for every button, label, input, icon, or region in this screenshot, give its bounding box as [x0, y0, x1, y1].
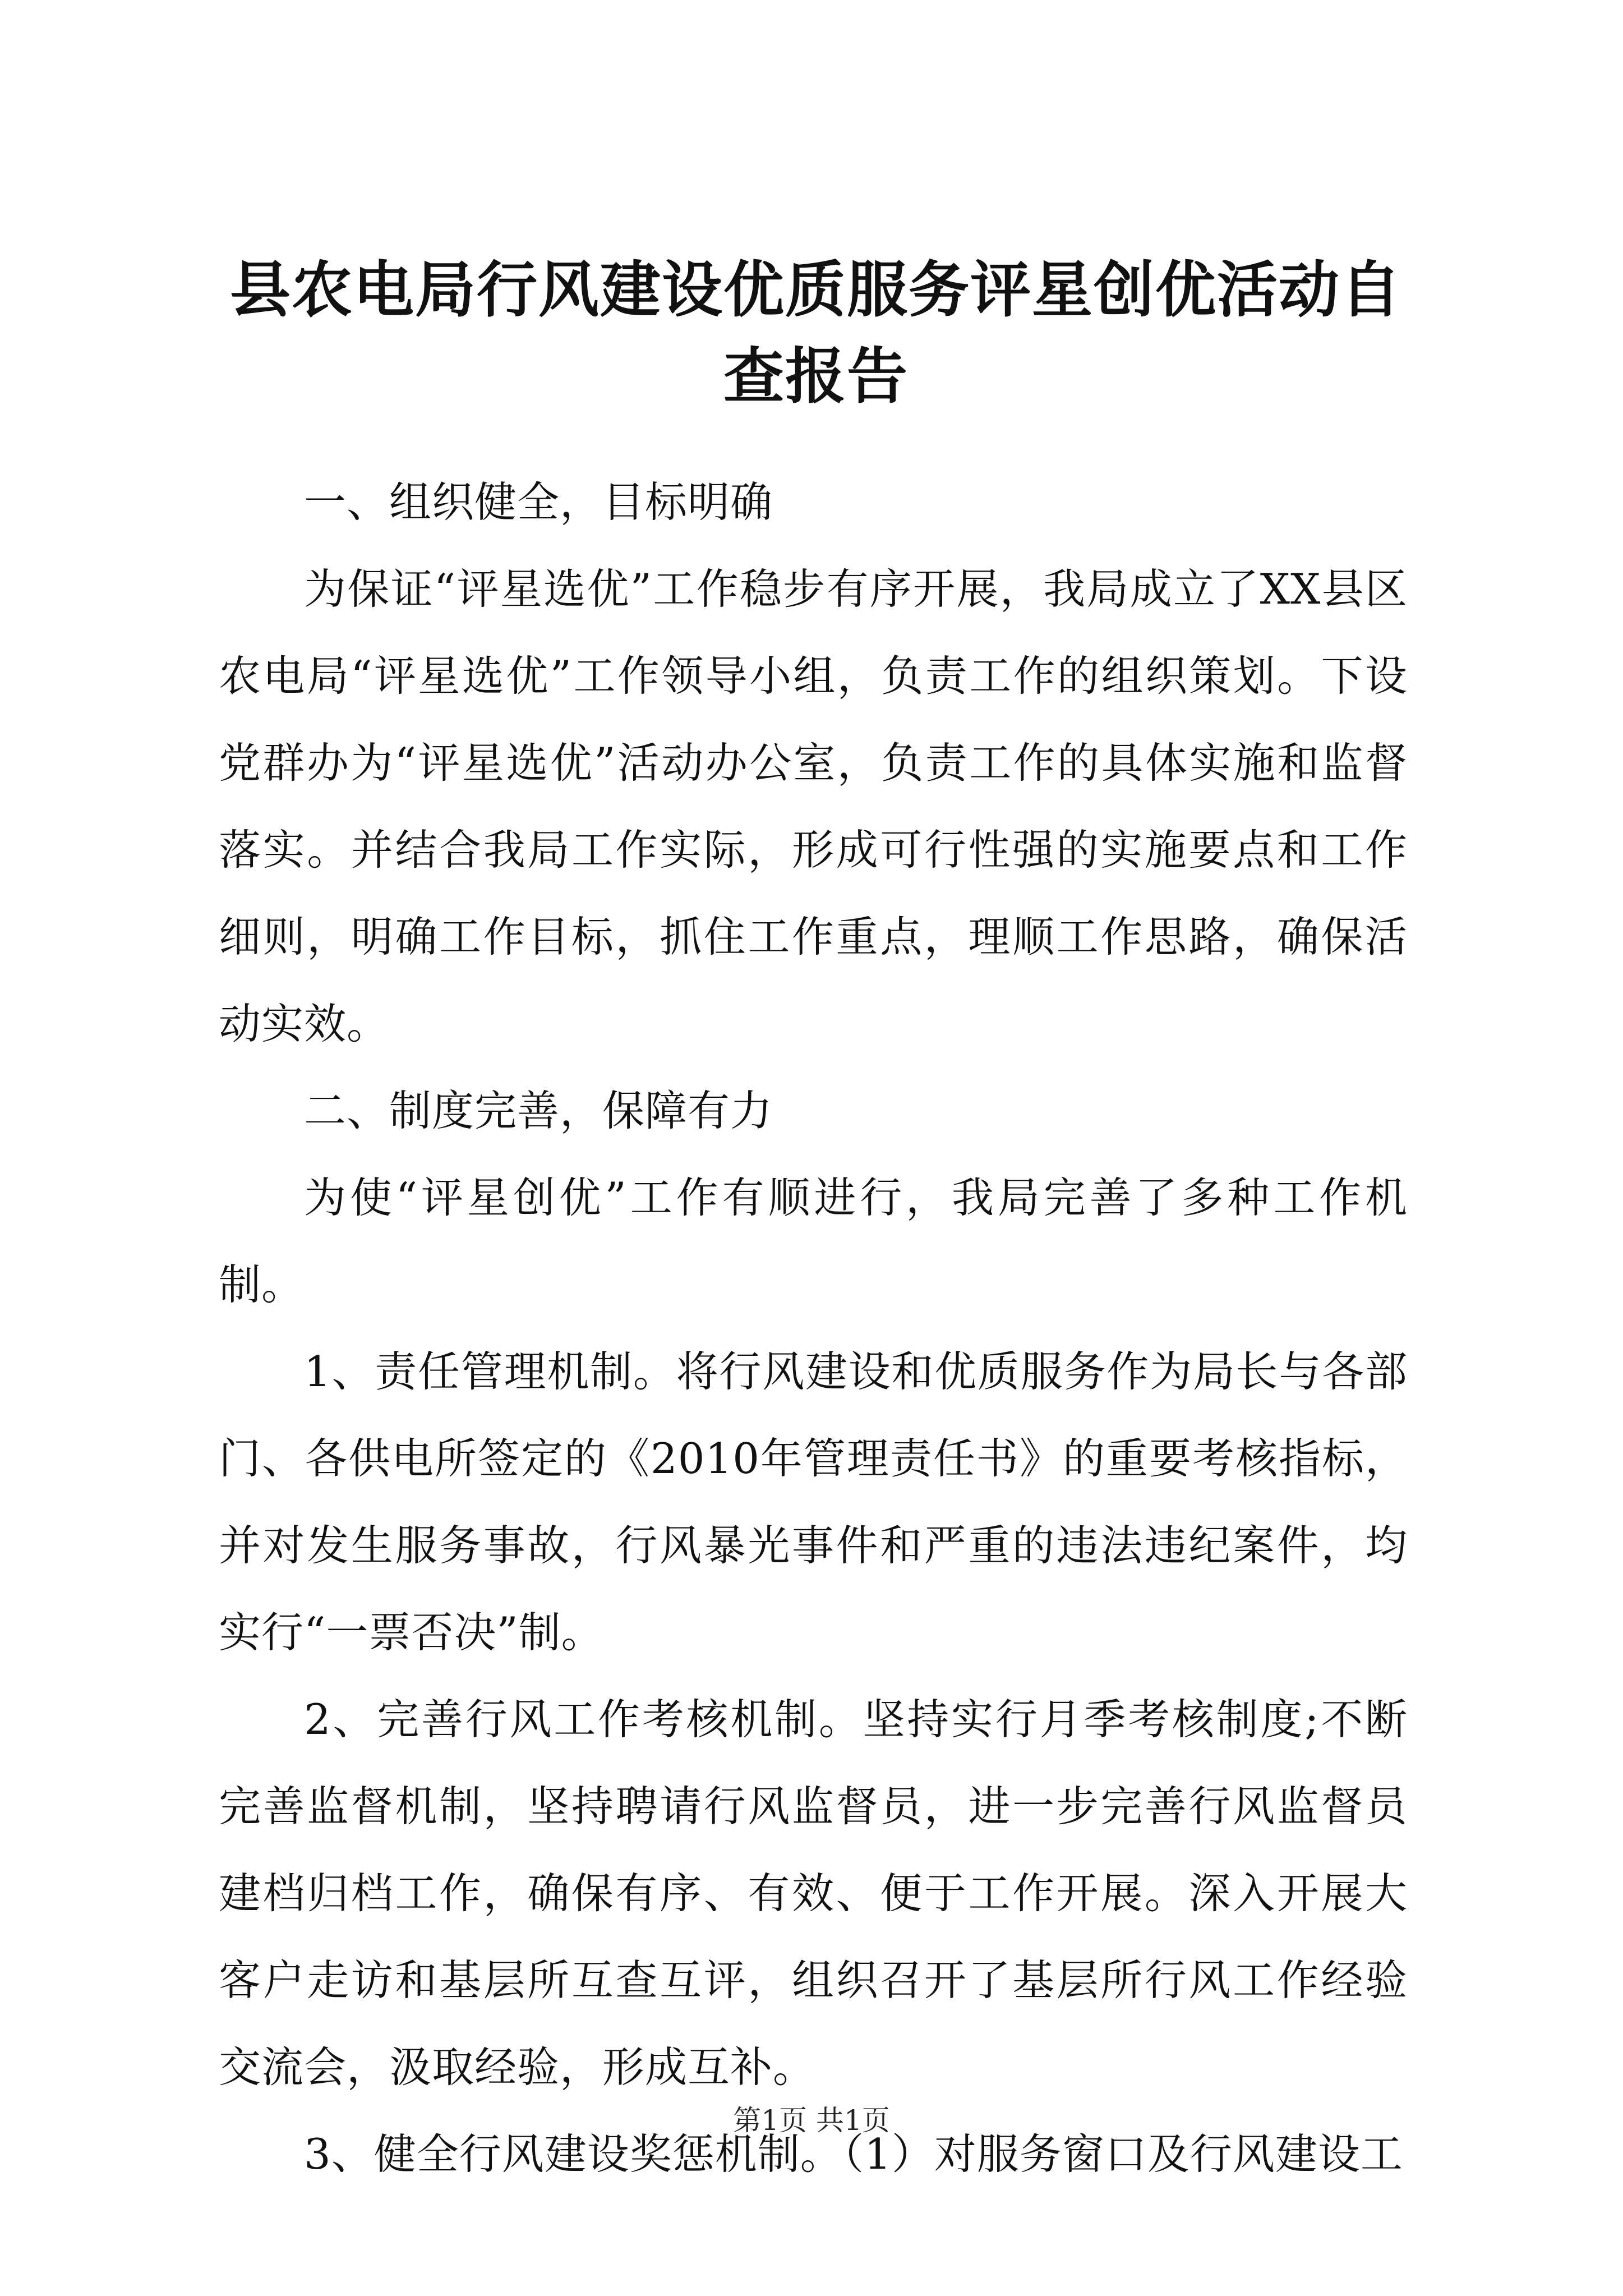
- document-title: 县农电局行风建设优质服务评星创优活动自查报告: [229, 255, 1402, 412]
- section-heading-1: 一、组织健全，目标明确: [304, 477, 773, 527]
- document-body: [219, 459, 1408, 2198]
- paragraph-1: 为保证“评星选优”工作稳步有序开展，我局成立了XX县区农电局“评星选优”工作领导小组，负责工作的组织策划。下设党群办为“评星选优”活动办公室，负责工作的具体实施和监督落实。并结合我局工作实际，形成可行性强的实施要点和工作细则，明确工作目标，抓住工作重点，理顺工作思路，确保活动实效。: [219, 564, 1408, 1048]
- paragraph-3: 1、责任管理机制。将行风建设和优质服务作为局长与各部门、各供电所签定的《2010年管理责任书》的重要考核指标，并对发生服务事故，行风暴光事件和严重的违法违纪案件，均实行“一票否决”制。: [219, 1347, 1408, 1657]
- paragraph-2: 为使“评星创优”工作有顺进行，我局完善了多种工作机制。: [219, 1173, 1408, 1309]
- page-number-footer: 第1页 共1页: [733, 2104, 890, 2137]
- paragraph-5: 3、健全行风建设奖惩机制。（1）对服务窗口及行风建设工: [304, 2129, 1403, 2179]
- paragraph-4: 2、完善行风工作考核机制。坚持实行月季考核制度;不断完善监督机制，坚持聘请行风监督员，进一步完善行风监督员建档归档工作，确保有序、有效、便于工作开展。深入开展大客户走访和基层所互查互评，组织召开了基层所行风工作经验交流会，汲取经验，形成互补。: [219, 1695, 1408, 2092]
- section-heading-2: 二、制度完善，保障有力: [304, 1086, 773, 1135]
